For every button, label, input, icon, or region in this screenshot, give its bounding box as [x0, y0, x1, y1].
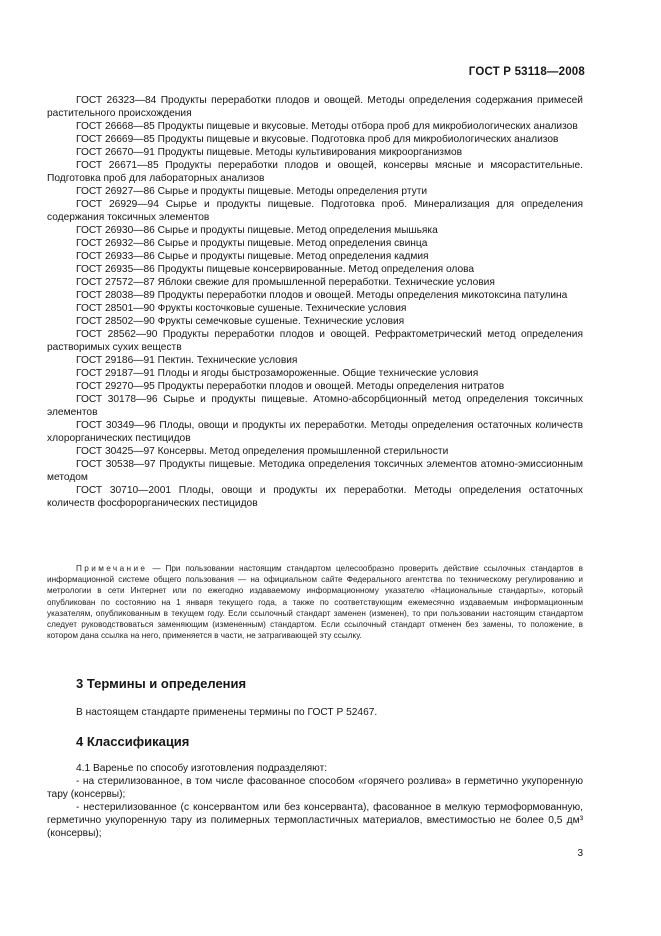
reference-item: ГОСТ 28038—89 Продукты переработки плодов и овощей. Методы определения микотоксина патулина	[76, 290, 568, 301]
section-4-title: 4 Классификация	[76, 734, 190, 749]
reference-item: ГОСТ 29187—91 Плоды и ягоды быстрозамороженные. Общие технические условия	[76, 368, 479, 379]
reference-item: ГОСТ 28562—90 Продукты переработки плодов и овощей. Рефрактометрический метод определения растворимых сухих веществ	[47, 329, 583, 353]
reference-item: ГОСТ 28502—90 Фрукты семечковые сушеные. Технические условия	[76, 316, 405, 327]
section-4-body	[47, 762, 583, 840]
reference-item: ГОСТ 26669—85 Продукты пищевые и вкусовые. Подготовка проб для микробиологических анализов	[76, 134, 559, 145]
section-3-body	[47, 706, 583, 719]
page-number: 3	[577, 848, 583, 859]
reference-item: ГОСТ 26929—94 Сырье и продукты пищевые. Подготовка проб. Минерализация для определения содержания токсичных элементов	[47, 199, 583, 223]
reference-item: ГОСТ 29270—95 Продукты переработки плодов и овощей. Методы определения нитратов	[76, 381, 505, 392]
note-text: — При пользовании настоящим стандартом целесообразно проверить действие ссылочных стандартов в информационной системе общего пользования — на официальном сайте Федерального агентства по техническому регулированию и метрологии в сети Интернет или по ежегодно издаваемому информационному указателю «Национальные стандарты», который опубликован по состоянию на 1 января текущего года, а также по соответствующим ежемесячно издаваемым информационным указателям, опубликованным в текущем году. Если ссылочный стандарт заменен (изменен), то при пользовании настоящим стандартом следует руководствоваться заменяющим (измененным) стандартом. Если ссылочный стандарт отменен без замены, то положение, в котором дана ссылка на него, применяется в части, не затрагивающей эту ссылку.	[47, 564, 583, 641]
section-4-para-2: - на стерилизованное, в том числе фасованное способом «горячего розлива» в герметично укупоренную тару (консервы);	[47, 776, 583, 800]
reference-item: ГОСТ 30538—97 Продукты пищевые. Методика определения токсичных элементов атомно-эмиссионным методом	[47, 459, 583, 483]
reference-item: ГОСТ 29186—91 Пектин. Технические условия	[76, 355, 298, 366]
reference-item: ГОСТ 28501—90 Фрукты косточковые сушеные. Технические условия	[76, 303, 407, 314]
reference-item: ГОСТ 26323—84 Продукты переработки плодов и овощей. Методы определения содержания примесей растительного происхождения	[47, 95, 583, 119]
section-4-para-1: 4.1 Варенье по способу изготовления подразделяют:	[76, 763, 328, 774]
reference-item: ГОСТ 30178—96 Сырье и продукты пищевые. Атомно-абсорбционный метод определения токсичных элементов	[47, 394, 583, 418]
reference-item: ГОСТ 26932—86 Сырье и продукты пищевые. Метод определения свинца	[76, 238, 428, 249]
section-3-text: В настоящем стандарте применены термины по ГОСТ Р 52467.	[76, 707, 378, 718]
reference-item: ГОСТ 26668—85 Продукты пищевые и вкусовые. Методы отбора проб для микробиологических анализов	[76, 121, 578, 132]
reference-item: ГОСТ 30425—97 Консервы. Метод определения промышленной стерильности	[76, 446, 449, 457]
references-note	[47, 563, 583, 641]
reference-item: ГОСТ 26670—91 Продукты пищевые. Методы культивирования микроорганизмов	[76, 147, 463, 158]
reference-item: ГОСТ 26927—86 Сырье и продукты пищевые. Методы определения ртути	[76, 186, 428, 197]
reference-item: ГОСТ 27572—87 Яблоки свежие для промышленной переработки. Технические условия	[76, 277, 495, 288]
note-label: Примечание	[76, 564, 148, 573]
reference-item: ГОСТ 26933—86 Сырье и продукты пищевые. Метод определения кадмия	[76, 251, 429, 262]
reference-item: ГОСТ 30710—2001 Плоды, овощи и продукты их переработки. Методы определения остаточных количеств фосфорорганических пестицидов	[47, 485, 583, 509]
section-4-para-3: - нестерилизованное (с консервантом или без консерванта), фасованное в мелкую термоформованную, герметично укупоренную тару из полимерных термопластичных материалов, вместимостью не более 0,5 дм³ (консервы);	[47, 802, 583, 839]
normative-references-list	[47, 94, 583, 510]
reference-item: ГОСТ 30349—96 Плоды, овощи и продукты их переработки. Методы определения остаточных количеств хлорорганических пестицидов	[47, 420, 583, 444]
reference-item: ГОСТ 26671—85 Продукты переработки плодов и овощей, консервы мясные и мясорастительные. Подготовка проб для лабораторных анализов	[47, 160, 583, 184]
section-3-title: 3 Термины и определения	[76, 676, 247, 691]
standard-header: ГОСТ Р 53118—2008	[468, 66, 585, 78]
reference-item: ГОСТ 26930—86 Сырье и продукты пищевые. Метод определения мышьяка	[76, 225, 438, 236]
reference-item: ГОСТ 26935—86 Продукты пищевые консервированные. Метод определения олова	[76, 264, 475, 275]
